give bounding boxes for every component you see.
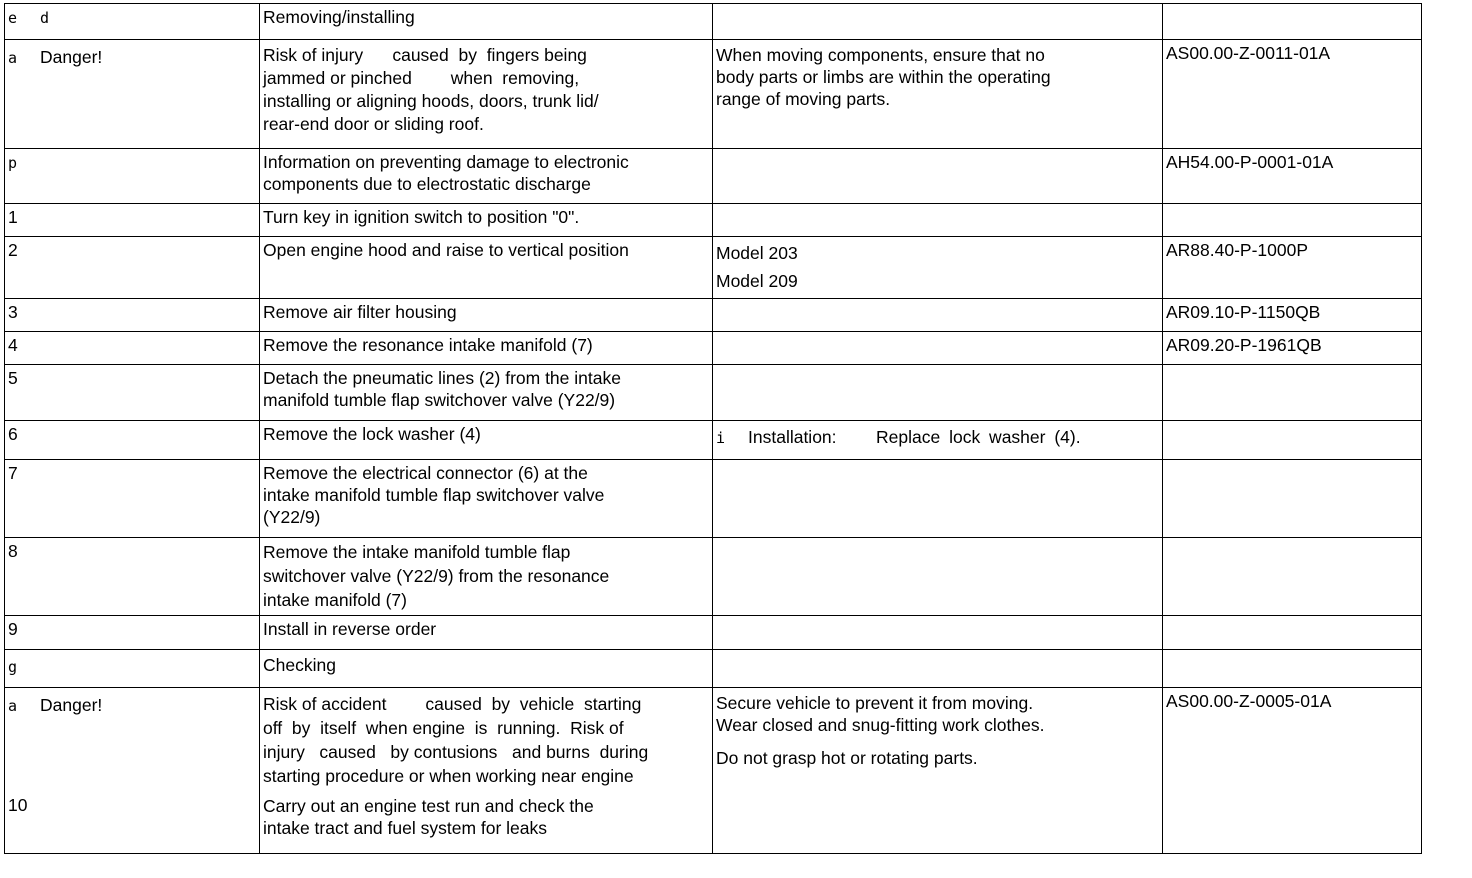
symbol-cell [5,650,260,688]
checking-icon: g [8,658,18,676]
reference-cell[interactable]: AR09.20-P-1961QB [1163,332,1422,365]
danger-cell [5,40,260,149]
note-cell [713,4,1163,40]
note-cell [713,538,1163,616]
reference-cell [1163,4,1422,40]
table-row [5,40,1422,149]
table-row [5,299,1422,332]
step-number: 6 [5,421,260,460]
reference-cell [1163,650,1422,688]
table-row [5,421,1422,460]
step-text: Information on preventing damage to electronic components due to electrostatic discharge [260,149,713,204]
danger-text: Risk of injury caused by fingers being jammed or pinched when removing, installing or aligning hoods, doors, trunk lid/ rear-end door or sliding roof. [260,40,713,149]
step-number: 3 [5,299,260,332]
step-text: Remove the lock washer (4) [260,421,713,460]
reference-cell[interactable]: AS00.00-Z-0011-01A [1163,40,1422,149]
installation-text: Replace lock washer (4). [876,427,1081,447]
step-number: 10 [8,795,28,815]
step-number: 1 [5,204,260,237]
table-row [5,149,1422,204]
danger-cell [5,688,260,854]
section-title: Checking [260,650,713,688]
danger-note: When moving components, ensure that no body parts or limbs are within the operating range of moving parts. [713,40,1163,149]
table-row [5,237,1422,299]
step-number: 2 [5,237,260,299]
table-row [5,332,1422,365]
note-cell [713,365,1163,421]
installation-label: Installation: [748,427,837,447]
table-row [5,365,1422,421]
step-text: Remove the intake manifold tumble flap switchover valve (Y22/9) from the resonance intake manifold (7) [260,538,713,616]
section-title: Removing/installing [260,4,713,40]
reference-cell[interactable]: AH54.00-P-0001-01A [1163,149,1422,204]
step-number: 9 [5,616,260,650]
table-row [5,204,1422,237]
danger-note: Secure vehicle to prevent it from moving. Wear closed and snug-fitting work clothes. Do not grasp hot or rotating parts. [713,688,1163,854]
step-text: Remove the resonance intake manifold (7) [260,332,713,365]
installation-note [713,421,1163,460]
table-row [5,650,1422,688]
table-row [5,460,1422,538]
table-row [5,688,1422,854]
danger-icon: a [8,49,18,67]
danger-label: Danger! [40,47,103,67]
step-text: Remove air filter housing [260,299,713,332]
note-cell [713,616,1163,650]
step-number: 7 [5,460,260,538]
reference-cell [1163,204,1422,237]
step-text: intake tract and fuel system for leaks [263,818,548,838]
danger-text: Risk of accident caused by vehicle starting off by itself when engine is running. Risk of injury caused by contusions and burns during starting procedure or when working near engine Carry out an engine test run and check the intake tract and fuel system for leaks [260,688,713,854]
note-cell [713,460,1163,538]
step-text: Install in reverse order [260,616,713,650]
note-cell [713,650,1163,688]
reference-cell[interactable]: AS00.00-Z-0005-01A [1163,688,1422,854]
reference-cell [1163,616,1422,650]
reference-cell[interactable]: AR09.10-P-1150QB [1163,299,1422,332]
symbol-cell [5,149,260,204]
step-text: Remove the electrical connector (6) at the intake manifold tumble flap switchover valve (Y22/9) [260,460,713,538]
reference-cell[interactable]: AR88.40-P-1000P [1163,237,1422,299]
step-number: 8 [5,538,260,616]
step-number: 4 [5,332,260,365]
danger-label: Danger! [40,695,103,715]
reference-cell [1163,460,1422,538]
info-icon: i [716,429,726,447]
table-row [5,538,1422,616]
step-text: Detach the pneumatic lines (2) from the intake manifold tumble flap switchover valve (Y22/9) [260,365,713,421]
reference-cell [1163,421,1422,460]
reference-cell [1163,538,1422,616]
step-text: Carry out an engine test run and check the [263,796,594,816]
step-number: 5 [5,365,260,421]
table-row [5,616,1422,650]
removing-installing-icon: e [8,9,18,27]
danger-icon: a [8,697,18,715]
table-row [5,4,1422,40]
note-cell [713,332,1163,365]
note-cell [713,299,1163,332]
removing-installing-icon-2: d [40,9,50,27]
step-text: Turn key in ignition switch to position "0". [260,204,713,237]
note-cell [713,204,1163,237]
reference-cell [1163,365,1422,421]
symbol-cell [5,4,260,40]
step-text: Open engine hood and raise to vertical position [260,237,713,299]
info-icon: p [8,154,18,172]
procedure-table [4,3,1422,854]
note-cell: Model 203 Model 209 [713,237,1163,299]
note-cell [713,149,1163,204]
